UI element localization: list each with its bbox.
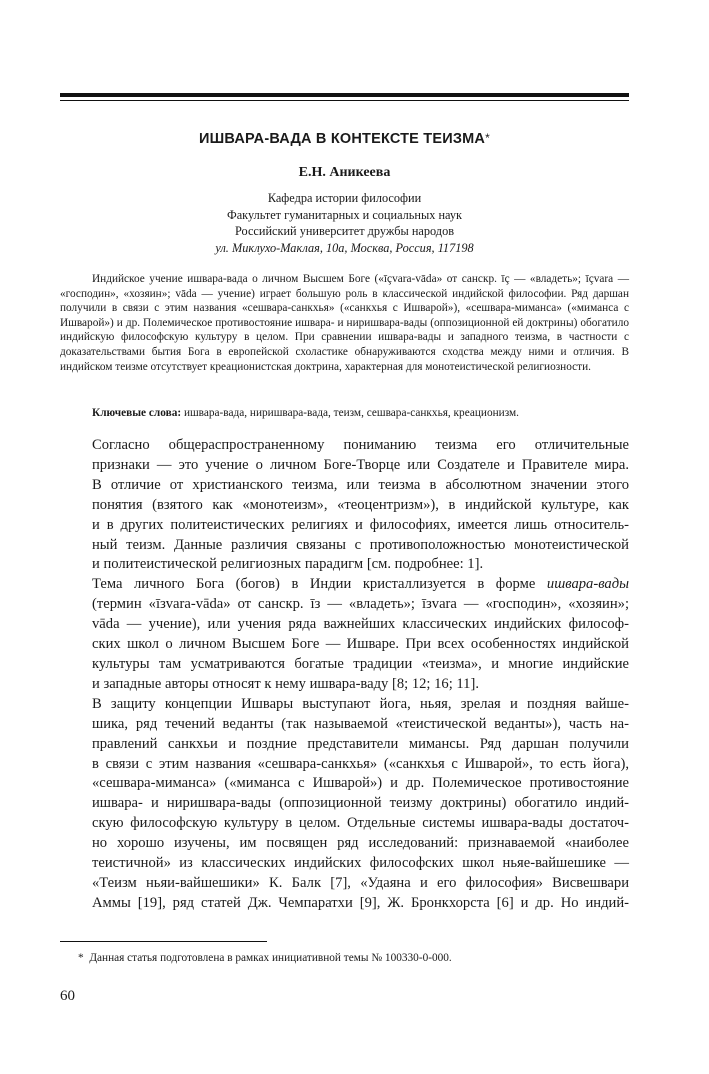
body-line: правлений санкхьи и поздние представители мимансы. Ряд даршан получили [92, 735, 629, 752]
affiliation-line: Кафедра истории философии [267, 191, 422, 205]
affiliation-address: ул. Миклухо-Маклая, 10а, Москва, Россия, 117198 [215, 240, 474, 255]
article-title-text: ИШВАРА-ВАДА В КОНТЕКСТЕ ТЕИЗМА [199, 131, 486, 147]
header-rule-thin [60, 100, 629, 101]
footnote [78, 952, 629, 964]
article-body [60, 436, 629, 914]
body-paragraph [60, 695, 629, 914]
affiliation-line: Российский университет дружбы народов [234, 224, 455, 238]
body-line: ишвара- и ниришвара-вады (оппозиционной теизму доктрины) обогатило индий- [92, 795, 629, 812]
body-line: В отличие от христианского теизма, или теизма в абсолютном значении этого [92, 476, 629, 493]
body-line: «Теизм ньяи-вайшешики» К. Балк [7], «Удаяна и его философия» Висвешвари [92, 874, 629, 891]
keywords-label: Ключевые слова: [92, 407, 182, 419]
body-line: и западные авторы относят к нему ишвара-ваду [8; 12; 16; 11]. [92, 675, 479, 692]
body-line: и политеистической религиозных парадигм [см. подробнее: 1]. [92, 556, 484, 573]
footnote-text: Данная статья подготовлена в рамках инициативной темы № 100330-0-000. [89, 952, 452, 964]
body-line: в связи с этим названия «сешвара-санкхья» («санкхья с Ишварой», то есть йога), [92, 755, 629, 772]
body-line: понятия (взятого как «монотеизм», «теоцентризм»), в индийской культуре, как [92, 496, 629, 513]
body-line: Тема личного Бога (богов) в Индии кристаллизуется в форме ишвара-вады [92, 576, 629, 593]
body-line: ских школ о личном Высшем Боге — Ишваре. При всех особенностях индийской [92, 636, 629, 653]
page-number: 60 [60, 988, 75, 1004]
body-line: признаки — это учение о личном Боге-Творце или Создателе и Правителе мира. [92, 456, 629, 473]
body-line: В защиту концепции Ишвары выступают йога, ньяя, зрелая и поздняя вайше- [92, 695, 629, 712]
body-line: (термин «īзvara-vāda» от санскр. īз — «владеть»; īзvara — «господин», «хозяин»; [92, 596, 629, 613]
title-footnote-mark: * [485, 131, 490, 145]
body-line: культуры там усматриваются богатые традиции «теизма», и многие индийские [92, 655, 629, 672]
body-line: Согласно общераспространенному пониманию теизма его отличительные [92, 437, 629, 453]
affiliation-line: Факультет гуманитарных и социальных наук [226, 207, 462, 222]
body-paragraph [60, 436, 629, 575]
abstract: Индийское учение ишвара-вада о личном Высшем Боге («īçvara-vāda» от санскр. īç — «владеть»; īçvara — «господин», «хозяин»; vāda — учение) играет большую роль в классической индийской философии. Ряд даршан получили в связи с этим названия «сешвара-санкхья» («санкхья с Ишварой»), «сешвара-миманса» («миманса с Ишварой») и др. Полемическое противостояние ишвара- и ниришвара-вады (оппозиционной ей доктрины) обогатило индийскую философскую культуру в целом. При сравнении ишвара-вады и западного теизма, в частности с доказательствами бытия Бога в европейской схоластике обнаруживаются сходства между ними и отличия. В индийском теизме отсутствует креационистская доктрина, характерная для монотеистической религиозности. [60, 273, 629, 373]
body-line: шика, ряд течений веданты (так называемой «теистической веданты»), часть на- [92, 715, 629, 732]
body-line: ный теизм. Данные различия связаны с противоположностью монотеистической [92, 536, 629, 553]
italic-term: ишвара-вады [546, 576, 629, 593]
body-line: vāda — учение), или учения ряда важнейших классических индийских философ- [92, 616, 629, 633]
body-line: и в других политеистических религиях и философиях, имеется лишь относитель- [92, 516, 629, 533]
body-line: но хорошо изучены, им посвящен ряд исследований: признаваемой «наиболее [92, 835, 629, 852]
header-rule-thick [60, 93, 629, 97]
affiliation-block [60, 190, 629, 256]
footnote-rule [60, 941, 267, 942]
footnote-mark: * [78, 952, 84, 964]
body-line: «сешвара-миманса» («миманса с Ишварой») и др. Полемическое противостояние [92, 775, 629, 792]
body-line: Аммы [19], ряд статей Дж. Чемпаратхи [9], Ж. Бронкхорста [6] и др. Но индий- [92, 894, 629, 911]
keywords-list: ишвара-вада, ниришвара-вада, теизм, сешвара-санкхья, креационизм. [183, 407, 519, 419]
author-name: Е.Н. Аникеева [298, 165, 391, 180]
keywords [60, 406, 629, 421]
body-line: теистичной» из классических индийских философских школ ньяе-вайшешике — [92, 855, 629, 872]
article-title [60, 131, 629, 147]
body-paragraph [60, 575, 629, 694]
body-line: скую философскую культуру в целом. Отдельные системы ишвара-вады достаточ- [92, 815, 629, 832]
